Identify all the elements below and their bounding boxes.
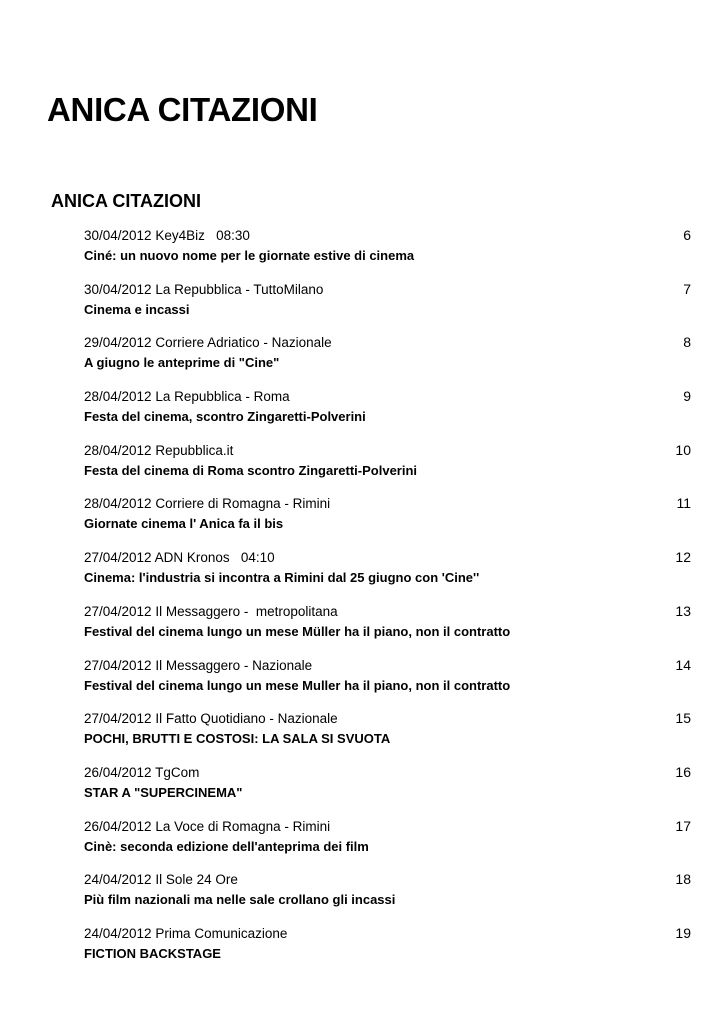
citation-page-number: 9 xyxy=(683,388,691,405)
citation-entry[interactable] xyxy=(84,925,692,979)
citation-source: 24/04/2012 Il Sole 24 Ore xyxy=(84,872,238,888)
citation-headline[interactable]: Cinema e incassi xyxy=(84,301,190,317)
citation-headline[interactable]: A giugno le anteprime di "Cine" xyxy=(84,355,280,371)
citation-headline[interactable]: Ciné: un nuovo nome per le giornate estive di cinema xyxy=(84,248,415,263)
section-title: ANICA CITAZIONI xyxy=(51,191,201,211)
citation-source: 28/04/2012 Corriere di Romagna - Rimini xyxy=(84,496,331,512)
citation-entry[interactable] xyxy=(84,227,692,281)
citation-headline[interactable]: Giornate cinema l' Anica fa il bis xyxy=(84,516,284,532)
citation-headline[interactable]: POCHI, BRUTTI E COSTOSI: LA SALA SI SVUOTA xyxy=(84,731,391,747)
citation-headline[interactable]: STAR A "SUPERCINEMA" xyxy=(84,784,243,800)
citation-entry[interactable] xyxy=(84,334,692,388)
citation-entry[interactable] xyxy=(84,442,692,496)
citation-source: 28/04/2012 Repubblica.it xyxy=(84,442,234,458)
citation-entry[interactable] xyxy=(84,495,692,549)
citation-entry[interactable] xyxy=(84,549,692,603)
citation-page-number: 8 xyxy=(683,334,691,351)
citation-entry[interactable] xyxy=(84,657,692,711)
citation-entry[interactable] xyxy=(84,710,692,764)
citation-page-number: 19 xyxy=(675,924,691,941)
citation-headline[interactable]: FICTION BACKSTAGE xyxy=(84,945,221,961)
citation-list xyxy=(84,227,692,979)
citation-page-number: 15 xyxy=(675,710,691,727)
citation-source: 26/04/2012 TgCom xyxy=(84,764,200,780)
citation-headline[interactable]: Più film nazionali ma nelle sale crollano gli incassi xyxy=(84,892,396,908)
citation-page-number: 12 xyxy=(675,549,691,566)
citation-headline[interactable]: Festa del cinema di Roma scontro Zingaretti-Polverini xyxy=(84,462,418,478)
citation-page-number: 18 xyxy=(675,871,691,888)
citation-entry[interactable] xyxy=(84,281,692,335)
citation-entry[interactable] xyxy=(84,871,692,925)
citation-entry[interactable] xyxy=(84,764,692,818)
citation-page-number: 17 xyxy=(675,817,691,834)
citation-entry[interactable] xyxy=(84,818,692,872)
citation-page-number: 7 xyxy=(683,280,691,297)
citation-source: 27/04/2012 Il Messaggero - Nazionale xyxy=(84,657,313,673)
citation-source: 29/04/2012 Corriere Adriatico - Nazionale xyxy=(84,335,332,351)
citation-source: 26/04/2012 La Voce di Romagna - Rimini xyxy=(84,818,331,834)
citation-source: 30/04/2012 Key4Biz 08:30 xyxy=(84,228,250,243)
citation-source: 27/04/2012 ADN Kronos 04:10 xyxy=(84,550,275,566)
citation-source: 27/04/2012 Il Fatto Quotidiano - Nazionale xyxy=(84,711,338,727)
citation-headline[interactable]: Festival del cinema lungo un mese Müller ha il piano, non il contratto xyxy=(84,623,511,639)
citation-source: 30/04/2012 La Repubblica - TuttoMilano xyxy=(84,281,324,297)
citation-page-number: 11 xyxy=(676,495,691,512)
document-title: ANICA CITAZIONI xyxy=(47,91,318,128)
citation-headline[interactable]: Cinè: seconda edizione dell'anteprima dei film xyxy=(84,838,369,854)
citation-headline[interactable]: Festival del cinema lungo un mese Muller ha il piano, non il contratto xyxy=(84,677,511,693)
citation-source: 27/04/2012 Il Messaggero - metropolitana xyxy=(84,603,338,619)
citation-page-number: 13 xyxy=(675,602,691,619)
citation-page-number: 14 xyxy=(675,656,691,673)
citation-source: 24/04/2012 Prima Comunicazione xyxy=(84,925,288,941)
citation-page-number: 16 xyxy=(675,763,691,780)
citation-entry[interactable] xyxy=(84,388,692,442)
citation-headline[interactable]: Festa del cinema, scontro Zingaretti-Polverini xyxy=(84,409,366,425)
citation-page-number: 10 xyxy=(675,441,691,458)
citation-entry[interactable] xyxy=(84,603,692,657)
citation-source: 28/04/2012 La Repubblica - Roma xyxy=(84,389,290,405)
citation-headline[interactable]: Cinema: l'industria si incontra a Rimini dal 25 giugno con 'Cine'' xyxy=(84,570,480,586)
citation-page-number: 6 xyxy=(683,227,691,243)
